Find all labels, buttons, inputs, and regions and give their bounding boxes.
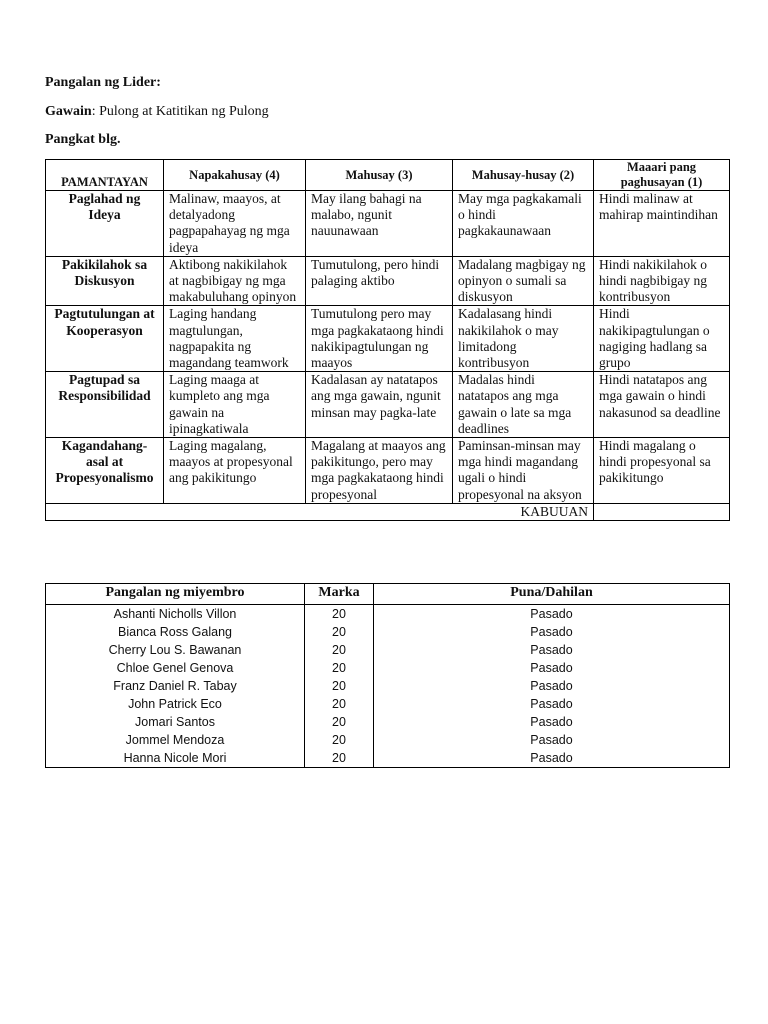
leader-line: [45, 75, 161, 91]
rubric-cell: Malinaw, maayos, at detalyadong pagpapahayag ng mga ideya: [164, 191, 306, 257]
rubric-row: [46, 438, 730, 504]
member-remark: Pasado: [374, 623, 730, 641]
rubric-cell: Laging handang magtulungan, nagpapakita ng magandang teamwork: [164, 306, 306, 372]
member-name: Chloe Genel Genova: [46, 659, 305, 677]
rubric-row: [46, 372, 730, 438]
member-row: [46, 623, 730, 641]
member-remark: Pasado: [374, 731, 730, 749]
member-score: 20: [305, 677, 374, 695]
group-label: Pangkat blg.: [45, 132, 121, 147]
rubric-cell: Tumutulong pero may mga pagkakataong hindi nakikipagtulungan ng maayos: [306, 306, 453, 372]
members-col-score: Marka: [305, 584, 374, 605]
rubric-cell: Hindi nakikilahok o hindi nagbibigay ng kontribusyon: [594, 256, 730, 306]
total-label: KABUUAN: [46, 503, 594, 520]
member-row: [46, 641, 730, 659]
member-remark: Pasado: [374, 713, 730, 731]
group-line: [45, 132, 120, 148]
rubric-table: [45, 159, 730, 521]
rubric-row: [46, 306, 730, 372]
member-name: Cherry Lou S. Bawanan: [46, 641, 305, 659]
rubric-cell: Magalang at maayos ang pakikitungo, pero may mga pagkakataong hindi propesyonal: [306, 438, 453, 504]
leader-label: Pangalan ng Lider:: [45, 75, 161, 90]
task-value: : Pulong at Katitikan ng Pulong: [91, 104, 269, 119]
total-value: [594, 503, 730, 520]
member-score: 20: [305, 713, 374, 731]
rubric-col-3: Mahusay (3): [306, 160, 453, 191]
members-header-row: [46, 584, 730, 605]
rubric-criterion: Paglahad ng Ideya: [46, 191, 164, 257]
member-score: 20: [305, 749, 374, 768]
rubric-cell: Kadalasan ay natatapos ang mga gawain, ngunit minsan may pagka-late: [306, 372, 453, 438]
member-row: [46, 695, 730, 713]
rubric-col-4: Napakahusay (4): [164, 160, 306, 191]
member-row: [46, 659, 730, 677]
member-name: Ashanti Nicholls Villon: [46, 605, 305, 624]
member-remark: Pasado: [374, 605, 730, 624]
rubric-cell: Laging magalang, maayos at propesyonal ang pakikitungo: [164, 438, 306, 504]
rubric-cell: May mga pagkakamali o hindi pagkakaunawaan: [453, 191, 594, 257]
rubric-cell: Hindi malinaw at mahirap maintindihan: [594, 191, 730, 257]
members-table: [45, 583, 730, 768]
member-score: 20: [305, 641, 374, 659]
member-score: 20: [305, 623, 374, 641]
rubric-cell: Madalang magbigay ng opinyon o sumali sa diskusyon: [453, 256, 594, 306]
member-score: 20: [305, 695, 374, 713]
member-remark: Pasado: [374, 695, 730, 713]
member-name: Franz Daniel R. Tabay: [46, 677, 305, 695]
rubric-col-criteria: PAMANTAYAN: [46, 160, 164, 191]
member-name: Hanna Nicole Mori: [46, 749, 305, 768]
member-row: [46, 749, 730, 768]
members-col-remark: Puna/Dahilan: [374, 584, 730, 605]
member-name: John Patrick Eco: [46, 695, 305, 713]
rubric-header-row: [46, 160, 730, 191]
member-name: Jommel Mendoza: [46, 731, 305, 749]
rubric-cell: Laging maaga at kumpleto ang mga gawain na ipinagkatiwala: [164, 372, 306, 438]
rubric-cell: Paminsan-minsan may mga hindi magandang ugali o hindi propesyonal na aksyon: [453, 438, 594, 504]
rubric-total-row: [46, 503, 730, 520]
rubric-cell: Madalas hindi natatapos ang mga gawain o late sa mga deadlines: [453, 372, 594, 438]
member-row: [46, 713, 730, 731]
rubric-criterion: Pagtutulungan at Kooperasyon: [46, 306, 164, 372]
members-col-name: Pangalan ng miyembro: [46, 584, 305, 605]
rubric-criterion: Kagandahang-asal at Propesyonalismo: [46, 438, 164, 504]
member-name: Bianca Ross Galang: [46, 623, 305, 641]
rubric-cell: Tumutulong, pero hindi palaging aktibo: [306, 256, 453, 306]
member-score: 20: [305, 731, 374, 749]
rubric-criterion: Pakikilahok sa Diskusyon: [46, 256, 164, 306]
rubric-row: [46, 191, 730, 257]
member-remark: Pasado: [374, 641, 730, 659]
member-score: 20: [305, 659, 374, 677]
rubric-col-1: Maaari pang paghusayan (1): [594, 160, 730, 191]
rubric-col-2: Mahusay-husay (2): [453, 160, 594, 191]
rubric-criterion: Pagtupad sa Responsibilidad: [46, 372, 164, 438]
member-row: [46, 605, 730, 624]
member-row: [46, 677, 730, 695]
rubric-cell: Hindi magalang o hindi propesyonal sa pakikitungo: [594, 438, 730, 504]
member-remark: Pasado: [374, 749, 730, 768]
rubric-cell: Hindi nakikipagtulungan o nagiging hadlang sa grupo: [594, 306, 730, 372]
rubric-cell: May ilang bahagi na malabo, ngunit nauunawaan: [306, 191, 453, 257]
task-label: Gawain: [45, 104, 92, 119]
task-line: [45, 104, 269, 120]
rubric-cell: Hindi natatapos ang mga gawain o hindi nakasunod sa deadline: [594, 372, 730, 438]
member-remark: Pasado: [374, 659, 730, 677]
member-name: Jomari Santos: [46, 713, 305, 731]
member-score: 20: [305, 605, 374, 624]
member-remark: Pasado: [374, 677, 730, 695]
rubric-row: [46, 256, 730, 306]
rubric-cell: Aktibong nakikilahok at nagbibigay ng mga makabuluhang opinyon: [164, 256, 306, 306]
member-row: [46, 731, 730, 749]
rubric-cell: Kadalasang hindi nakikilahok o may limitadong kontribusyon: [453, 306, 594, 372]
